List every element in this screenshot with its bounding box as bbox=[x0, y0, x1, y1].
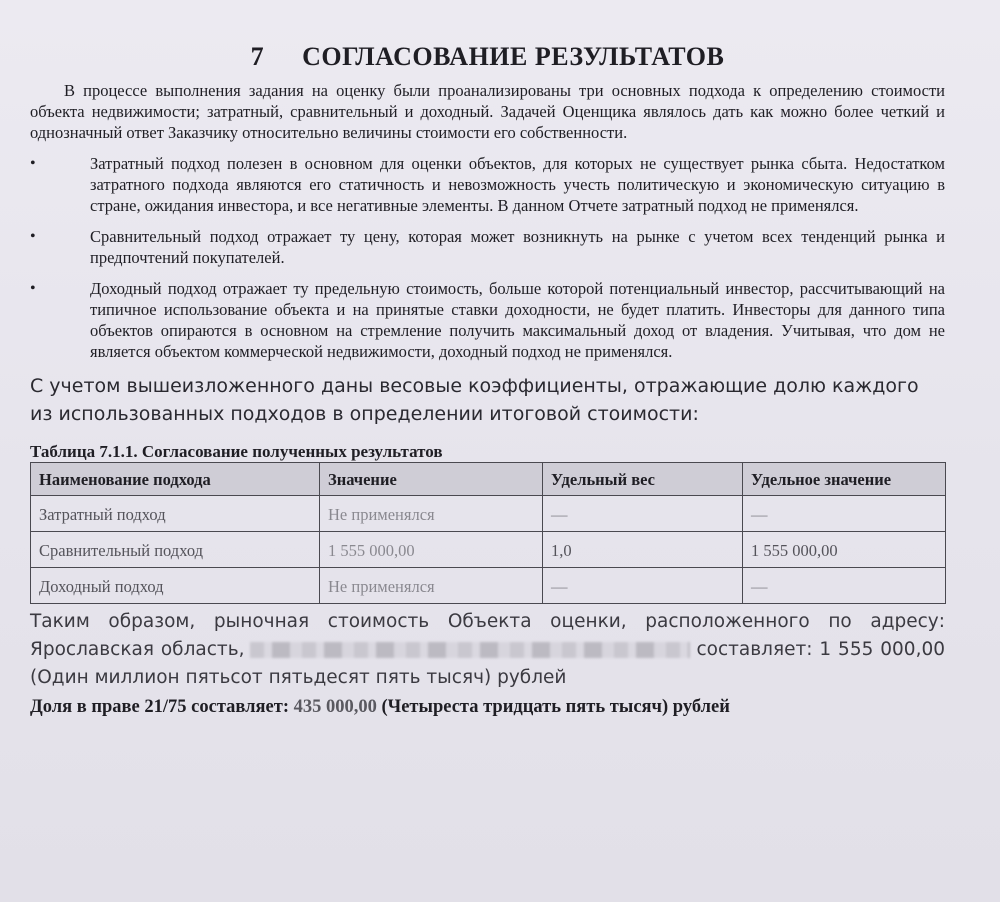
table-cell: 1 555 000,00 bbox=[743, 532, 946, 568]
table-cell: Затратный подход bbox=[31, 496, 320, 532]
weights-summary: С учетом вышеизложенного даны весовые коэффициенты, отражающие долю каждого из использованных подходов в определении итоговой стоимости: bbox=[30, 375, 919, 425]
table-cell: — bbox=[543, 496, 743, 532]
column-header: Удельный вес bbox=[543, 463, 743, 496]
bullet-icon: • bbox=[30, 155, 36, 172]
bullet-icon: • bbox=[30, 280, 36, 297]
table-cell: — bbox=[743, 568, 946, 604]
conclusion-text-start: Таким образом, рыночная стоимость Объекта оценки, расположенного по адресу: Ярославская область, bbox=[30, 611, 945, 660]
table-caption: Таблица 7.1.1. Согласование полученных результатов bbox=[30, 442, 443, 461]
table-cell: 1,0 bbox=[543, 532, 743, 568]
list-item-income-approach bbox=[30, 278, 945, 362]
column-header: Удельное значение bbox=[743, 463, 946, 496]
conclusion-text-end: составляет: 1 555 000,00 (Один миллион пятьсот пятьдесят пять тысяч) рублей bbox=[30, 639, 945, 688]
section-title: СОГЛАСОВАНИЕ РЕЗУЛЬТАТОВ bbox=[302, 42, 725, 71]
table-cell: Не применялся bbox=[320, 568, 543, 604]
table-cell: 1 555 000,00 bbox=[320, 532, 543, 568]
table-header-row bbox=[31, 463, 946, 496]
bullet-icon: • bbox=[30, 228, 36, 245]
share-statement bbox=[30, 694, 945, 720]
redacted-address bbox=[250, 642, 690, 658]
list-item-comparative-approach bbox=[30, 226, 945, 268]
conclusion-paragraph bbox=[30, 608, 945, 692]
list-item-text: Доходный подход отражает ту предельную стоимость, больше которой потенциальный инвестор, рассчитывающий на типичное использование объекта и на принятые ставки доходности, не будет платить. Инвесторы для данного типа объектов опираются в основном на стремление получить максимальный доход от владения. Учитывая, что дом не является объектом коммерческой недвижимости, доходный подход не применялся. bbox=[90, 279, 945, 361]
table-cell: — bbox=[543, 568, 743, 604]
share-amount: 435 000,00 bbox=[293, 697, 377, 717]
list-item-text: Сравнительный подход отражает ту цену, которая может возникнуть на рынке с учетом всех тенденций рынка и предпочтений покупателей. bbox=[90, 227, 945, 267]
section-number: 7 bbox=[250, 42, 265, 71]
table-cell: Не применялся bbox=[320, 496, 543, 532]
column-header: Наименование подхода bbox=[31, 463, 320, 496]
share-label: Доля в праве 21/75 составляет: bbox=[30, 697, 289, 717]
list-item-cost-approach bbox=[30, 153, 945, 216]
approaches-list bbox=[30, 153, 945, 362]
column-header: Значение bbox=[320, 463, 543, 496]
share-amount-words: (Четыреста тридцать пять тысяч) рублей bbox=[381, 697, 730, 717]
results-table bbox=[30, 462, 946, 604]
table-cell: — bbox=[743, 496, 946, 532]
list-item-text: Затратный подход полезен в основном для оценки объектов, для которых не существует рынка сбыта. Недостатком затратного подхода являются его статичность и невозможность учесть политическую и экономическую ситуацию в стране, ожидания инвестора, и все негативные элементы. В данном Отчете затратный подход не применялся. bbox=[90, 154, 945, 215]
table-row bbox=[31, 496, 946, 532]
section-heading bbox=[30, 42, 945, 72]
table-row bbox=[31, 532, 946, 568]
intro-paragraph: В процессе выполнения задания на оценку были проанализированы три основных подхода к определению стоимости объекта недвижимости; затратный, сравнительный и доходный. Задачей Оценщика являлось дать как можно более четкий и однозначный ответ Заказчику относительно величины стоимости его собственности. bbox=[30, 81, 945, 142]
table-cell: Доходный подход bbox=[31, 568, 320, 604]
table-cell: Сравнительный подход bbox=[31, 532, 320, 568]
table-row bbox=[31, 568, 946, 604]
